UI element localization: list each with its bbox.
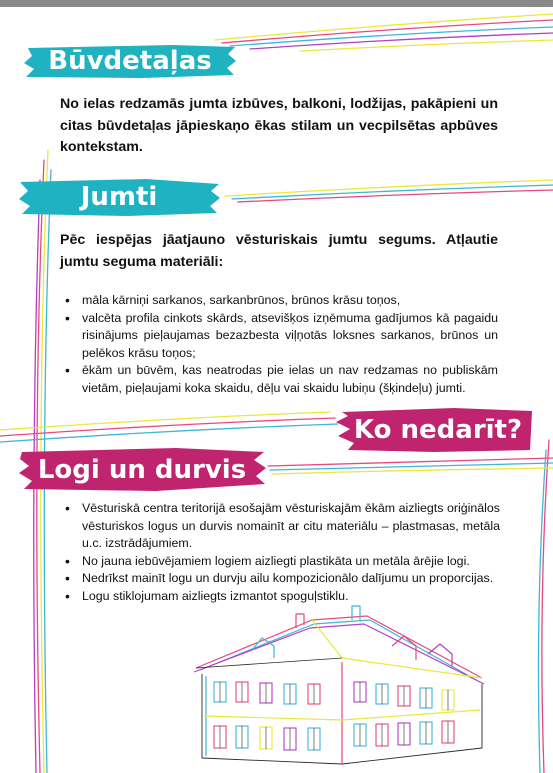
jumti-title: Jumti — [80, 182, 158, 212]
ko-nedarit-title: Ko nedarīt? — [353, 415, 523, 445]
buvdetalas-text: No ielas redzamās jumta izbūves, balkoni, lodžijas, pakāpieni un citas būvdetaļas jāpieskaņo ēkas stilam un vecpilsētas apbūves kontekstam. — [60, 96, 498, 155]
list-item: • Logu stiklojumam aizliegts izmantot spoguļstiklu. — [62, 588, 500, 606]
jumti-materials-list — [62, 292, 498, 397]
buvdetalas-heading — [22, 41, 238, 81]
list-item: • Vēsturiskā centra teritorijā esošajām vēsturiskajām ēkām aizliegts oriģinālos vēsturiskos logus un durvis nomainīt ar citu materiālu – plastmasas, metāla u.c. izstrādājumiem. — [62, 500, 500, 553]
list-item: • ēkām un būvēm, kas neatrodas pie ielas un nav redzamas no publiskām vietām, pieļaujami koka skaidu, dēļu vai skaidu lubiņu (šķindeļu) jumti. — [62, 362, 498, 397]
list-item: • Nedrīkst mainīt logu un durvju ailu kompozicionālo dalījumu un proporcijas. — [62, 570, 500, 588]
logi-title: Logi un durvis — [37, 455, 247, 485]
top-bar — [0, 0, 553, 7]
jumti-intro: Pēc iespējas jāatjauno vēsturiskais jumtu segums. Atļautie jumtu seguma materiāli: — [60, 232, 498, 270]
list-item: • valcēta profila cinkots skārds, atsevišķos izņēmuma gadījumos kā pagaidu risinājums pieļaujamas bezazbesta viļņotās loksnes sarkanos, brūnos un pelēkos krāsu toņos; — [62, 310, 498, 363]
list-item: • māla kārniņi sarkanos, sarkanbrūnos, brūnos krāsu toņos, — [62, 292, 498, 310]
ko-nedarit-heading — [334, 406, 534, 454]
logi-heading — [16, 446, 268, 494]
jumti-heading — [16, 176, 222, 218]
historic-building-sketch-icon — [192, 598, 492, 768]
logi-rules-list — [62, 500, 500, 605]
buvdetalas-title: Būvdetaļas — [48, 46, 212, 76]
list-item: • No jauna iebūvējamiem logiem aizliegti plastikāta un metāla ārējie logi. — [62, 553, 500, 571]
